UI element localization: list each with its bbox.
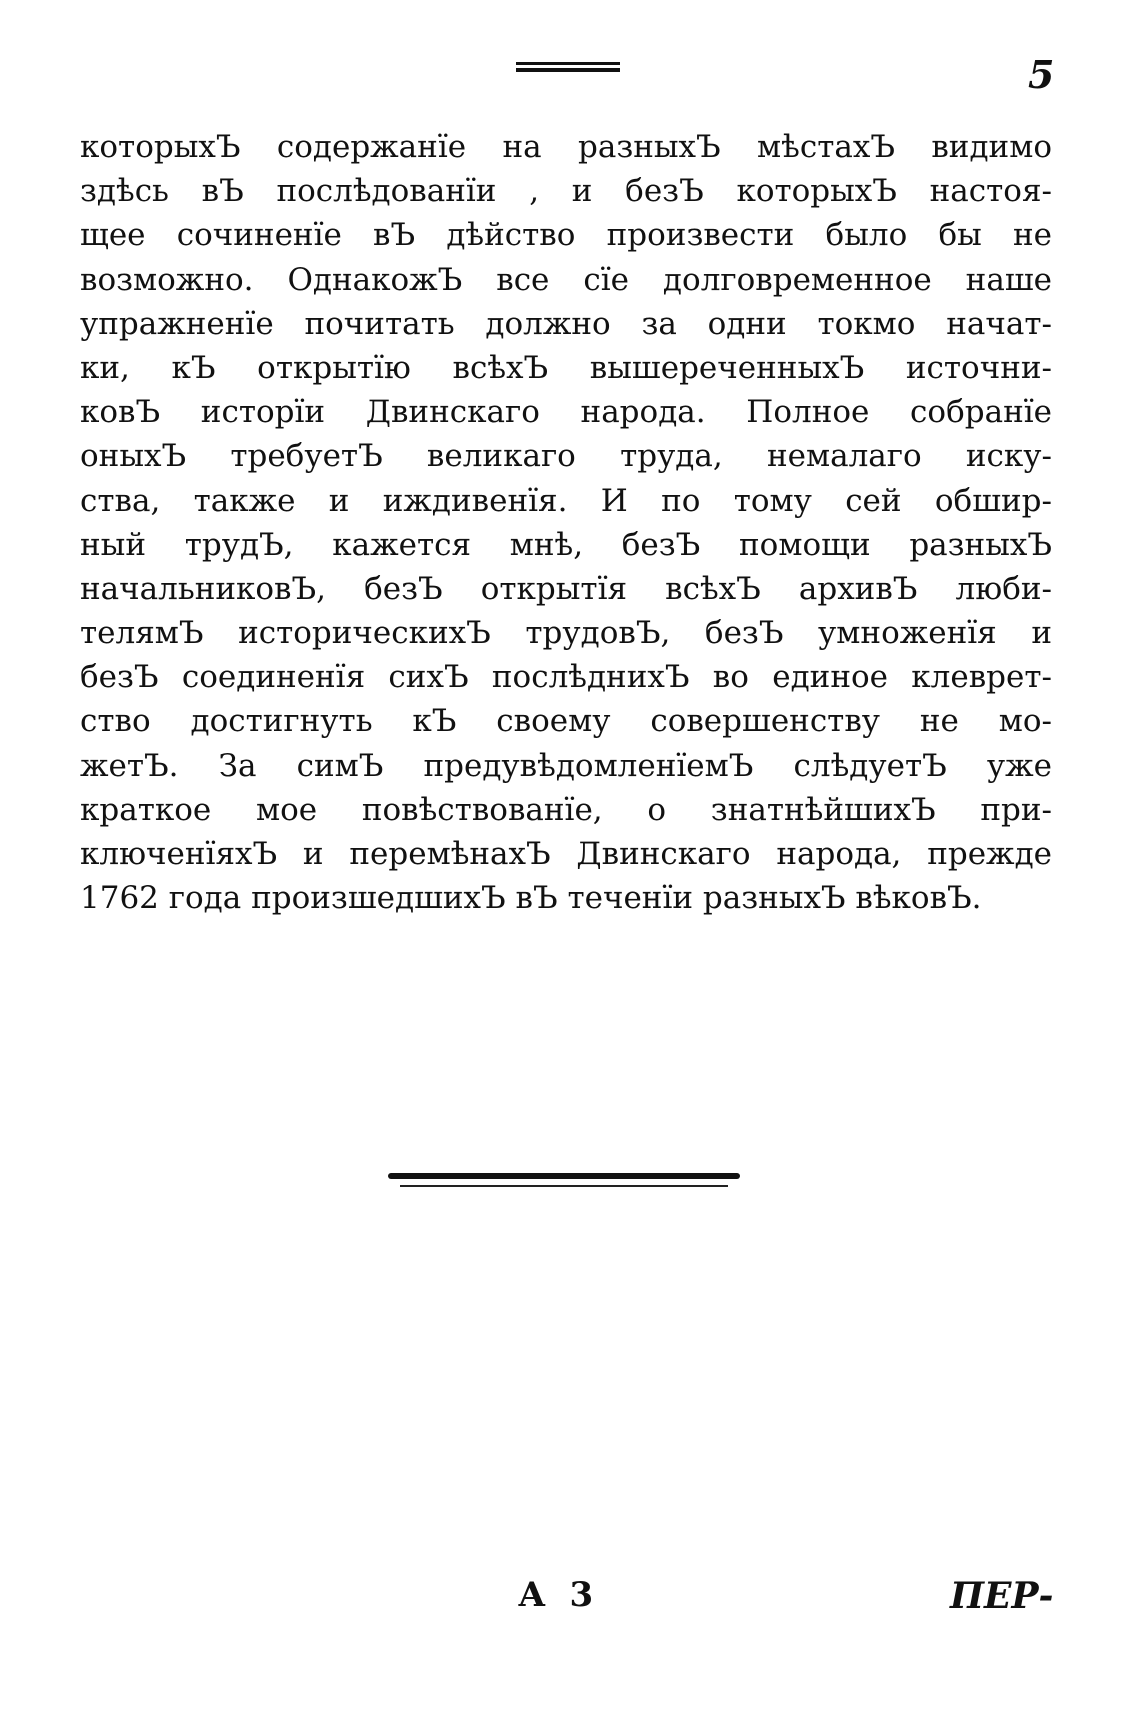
top-rule-line (516, 62, 620, 65)
printer-signature-mark: А 3 (518, 1575, 600, 1615)
text-line: оныхЪ требуетЪ великаго труда, немалаго иску- (80, 438, 1052, 475)
text-line: телямЪ историческихЪ трудовЪ, безЪ умноженїя и (80, 615, 1052, 652)
bottom-ornament-rule (388, 1173, 740, 1195)
text-line: возможно. ОднакожЪ все сїе долговременное наше (80, 261, 1052, 298)
text-line: ный трудЪ, кажется мнѣ, безЪ помощи разныхЪ (80, 526, 1052, 563)
text-line: ключенїяхЪ и перемѣнахЪ Двинскаго народа, прежде (80, 836, 1052, 872)
text-line: жетЪ. За симЪ предувѣдомленїемЪ слѣдуетЪ уже (80, 747, 1052, 784)
text-line: ковЪ исторїи Двинскаго народа. Полное собранїе (80, 394, 1052, 431)
text-line: 1762 года произшедшихЪ вЪ теченїи разныхЪ вѣковЪ. (80, 880, 982, 917)
bottom-rule-thick-line (388, 1173, 740, 1179)
text-line: начальниковЪ, безЪ открытїя всѣхЪ архивЪ люби- (80, 570, 1052, 607)
catchword: ПЕР- (950, 1575, 1054, 1617)
text-line: упражненїе почитать должно за одни токмо начат- (80, 305, 1052, 342)
body-paragraph (80, 125, 1052, 920)
text-line: здѣсь вЪ послѣдованїи , и безЪ которыхЪ настоя- (80, 173, 1052, 210)
text-line: ства, также и иждивенїя. И по тому сей обшир- (80, 482, 1052, 519)
text-line: щее сочиненїе вЪ дѣйство произвести было бы не (80, 217, 1052, 254)
bottom-rule-thin-line (400, 1185, 728, 1187)
text-line: ки, кЪ открытїю всѣхЪ вышереченныхЪ источни- (80, 349, 1052, 386)
text-line: краткое мое повѣствованїе, о знатнѣйшихЪ при- (80, 791, 1052, 828)
text-line: ство достигнуть кЪ своему совершенству не мо- (80, 703, 1052, 740)
top-ornament-rule (516, 62, 620, 74)
text-line: которыхЪ содержанїе на разныхЪ мѣстахЪ видимо (80, 129, 1052, 165)
page-number: 5 (1028, 52, 1055, 97)
text-line: безЪ соединенїя сихЪ послѣднихЪ во единое клеврет- (80, 659, 1052, 696)
top-rule-line (516, 68, 620, 72)
